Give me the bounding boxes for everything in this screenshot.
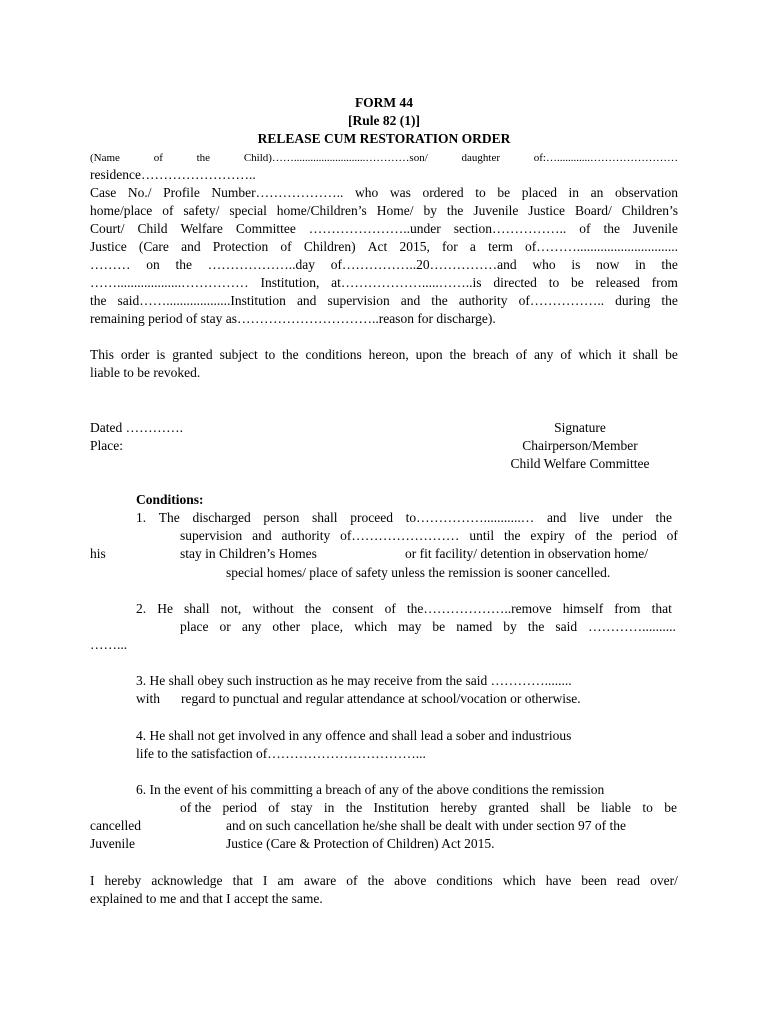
word: home/place	[90, 203, 153, 218]
word: have	[545, 873, 572, 888]
grant-line-2: liable to be revoked.	[90, 365, 201, 380]
word: (Care	[138, 239, 169, 254]
word: of……………………	[340, 528, 460, 543]
word: Children’s	[621, 203, 678, 218]
word: of the	[180, 800, 212, 815]
word: the	[431, 293, 448, 308]
word: the	[446, 203, 464, 218]
word: Act	[367, 239, 388, 254]
word: This	[90, 347, 115, 362]
word: and	[181, 239, 201, 254]
condition-4-line-1: 4. He shall not get involved in any offence and shall lead a sober and industrious	[136, 728, 572, 743]
condition-2-line-2	[180, 618, 676, 636]
word: ordered	[422, 185, 464, 200]
word: shall	[184, 601, 210, 616]
form-number: FORM 44	[354, 95, 414, 110]
word: placed	[521, 185, 557, 200]
word: is	[571, 257, 581, 272]
word: the	[661, 293, 678, 308]
word: the	[603, 221, 620, 236]
condition-1-line-1	[136, 509, 672, 527]
word: ………	[90, 257, 131, 272]
word: during	[615, 293, 651, 308]
intro-line-7	[90, 256, 678, 274]
condition-1-his: his	[90, 546, 106, 561]
word: the	[282, 347, 299, 362]
word: discharged	[192, 510, 251, 525]
condition-2-line-1	[136, 600, 672, 618]
word: No./	[127, 185, 152, 200]
word: Juvenile	[632, 221, 678, 236]
word: the	[175, 257, 192, 272]
conditions-heading: Conditions:	[136, 492, 204, 507]
word: He	[157, 601, 173, 616]
word: of……………..20……………and	[330, 257, 517, 272]
word: authority	[458, 293, 508, 308]
word: a	[469, 239, 476, 254]
word: and	[400, 293, 421, 308]
word: any	[241, 619, 262, 634]
word: Juvenile	[473, 203, 519, 218]
word: said	[555, 619, 578, 634]
word: in	[568, 185, 580, 200]
word: shall	[540, 800, 566, 815]
word: aware	[303, 873, 337, 888]
word: Court/	[90, 221, 125, 236]
word: of	[560, 347, 572, 362]
condition-3-line-1: 3. He shall obey such instruction as he may receive from the said …………........	[136, 673, 572, 688]
condition-3-with: with	[136, 691, 161, 706]
condition-6-line-3: and on such cancellation he/she shall be dealt with under section 97 of the	[226, 818, 627, 833]
word: Child)……..........................…………son/	[243, 152, 428, 164]
word: I	[90, 873, 95, 888]
word: other	[272, 619, 301, 634]
word: of	[153, 152, 163, 164]
condition-6-line-2	[180, 799, 677, 817]
word: Child	[137, 221, 168, 236]
word: Number………………..	[211, 185, 344, 200]
word: the	[367, 873, 385, 888]
word: from	[614, 601, 641, 616]
word: of	[280, 239, 292, 254]
word: may	[398, 619, 422, 634]
word: of:…............……………………	[533, 152, 678, 164]
word: Profile	[163, 185, 200, 200]
word: granted	[488, 800, 529, 815]
intro-line-9	[90, 292, 678, 310]
word: home/Children’s	[276, 203, 367, 218]
word: who	[532, 257, 556, 272]
word: shall	[312, 510, 338, 525]
word: any	[533, 347, 554, 362]
word: that	[232, 873, 253, 888]
intro-line-10: remaining period of stay as…………………………..reason for discharge).	[90, 311, 496, 326]
word: of	[574, 528, 586, 543]
condition-6-cancelled: cancelled	[90, 818, 141, 833]
word: person	[263, 510, 300, 525]
signature-label: Signature	[554, 420, 606, 435]
word: expiry	[530, 528, 565, 543]
word: of	[346, 873, 358, 888]
word: the	[304, 601, 322, 616]
word: of	[579, 221, 591, 236]
word: to	[642, 800, 653, 815]
word: not,	[220, 601, 242, 616]
word: of	[515, 347, 528, 362]
word: conditions	[305, 347, 362, 362]
word: Children)	[303, 239, 356, 254]
condition-1-line-3b: or fit facility/ detention in observation home/	[405, 546, 648, 561]
intro-line-4	[90, 202, 678, 220]
word: special	[229, 203, 267, 218]
word: of………..............................	[525, 239, 678, 254]
rule-reference: [Rule 82 (1)]	[348, 113, 420, 128]
word: Protection	[212, 239, 269, 254]
condition-4-line-2: life to the satisfaction of……………………………...	[136, 746, 426, 761]
word: safety/	[183, 203, 220, 218]
word: I	[262, 873, 268, 888]
word: acknowledge	[151, 873, 223, 888]
word: breach	[472, 347, 509, 362]
word: the	[449, 347, 467, 362]
word: upon	[415, 347, 443, 362]
word: read	[616, 873, 641, 888]
word: was	[389, 185, 411, 200]
word: under	[612, 510, 643, 525]
word: section……………..	[453, 221, 567, 236]
word: the	[196, 152, 211, 164]
word: Justice	[90, 239, 127, 254]
word: that	[651, 601, 672, 616]
word: in	[635, 257, 646, 272]
word: above	[394, 873, 427, 888]
word: 2015,	[399, 239, 430, 254]
word: authority	[281, 528, 331, 543]
word: an	[590, 185, 604, 200]
word: period	[222, 800, 257, 815]
word: himself	[562, 601, 604, 616]
word: be	[497, 185, 511, 200]
place-field: Place:	[90, 438, 123, 453]
word: stay	[290, 800, 313, 815]
word: Institution,	[260, 275, 320, 290]
word: which	[502, 873, 536, 888]
word: Welfare	[180, 221, 223, 236]
word: it	[618, 347, 626, 362]
word: without	[252, 601, 294, 616]
word: is	[156, 347, 166, 362]
chairperson-label: Chairperson/Member	[522, 438, 638, 453]
word: 2.	[136, 601, 147, 616]
word: the	[90, 293, 107, 308]
word: supervision	[327, 293, 390, 308]
word: named	[456, 619, 493, 634]
child-name-line	[90, 149, 678, 167]
word: place,	[311, 619, 344, 634]
word: period	[622, 528, 657, 543]
word: on	[146, 257, 160, 272]
condition-3-line-2: regard to punctual and regular attendance at school/vocation or otherwise.	[181, 691, 581, 706]
word: granted	[172, 347, 213, 362]
condition-6-juvenile: Juvenile	[90, 836, 135, 851]
word: to	[548, 275, 560, 290]
word: by	[503, 619, 517, 634]
word: released	[595, 275, 640, 290]
word: supervision	[180, 528, 243, 543]
word: at……………….....……..is	[331, 275, 482, 290]
word: been	[581, 873, 607, 888]
dated-field: Dated ………….	[90, 420, 183, 435]
word: and	[296, 293, 317, 308]
intro-line-6	[90, 238, 678, 256]
condition-1-line-3a: stay in Children’s Homes	[180, 546, 317, 561]
condition-6-line-1: 6. In the event of his committing a breach of any of the above conditions the remission	[136, 782, 605, 797]
word: from	[651, 275, 678, 290]
word: daughter	[461, 152, 500, 164]
word: Institution	[373, 800, 430, 815]
word: over/	[650, 873, 678, 888]
word: of	[666, 528, 678, 543]
word: hereon,	[368, 347, 409, 362]
word: or	[219, 619, 231, 634]
word: to	[475, 185, 486, 200]
word: liable	[601, 800, 632, 815]
word: and	[252, 528, 272, 543]
word: am	[277, 873, 294, 888]
word: be	[665, 347, 678, 362]
word: to	[264, 347, 276, 362]
word: the	[503, 528, 521, 543]
word: be	[571, 275, 584, 290]
word: Justice	[528, 203, 566, 218]
word: who	[355, 185, 379, 200]
acknowledgement-line-2: explained to me and that I accept the same.	[90, 891, 323, 906]
word: The	[158, 510, 180, 525]
word: until	[469, 528, 495, 543]
condition-2-line-3: ……...	[90, 637, 128, 652]
word: which	[354, 619, 388, 634]
word: Case	[90, 185, 117, 200]
word: (Name	[90, 152, 120, 164]
committee-label: Child Welfare Committee	[510, 456, 650, 471]
word: of	[268, 800, 280, 815]
word: said……...................Institution	[117, 293, 286, 308]
grant-line-1	[90, 346, 678, 364]
word: hereby	[104, 873, 142, 888]
word: consent	[332, 601, 374, 616]
word: the	[655, 510, 672, 525]
case-number-line	[90, 184, 678, 202]
word: …………..........	[588, 619, 676, 634]
word: which	[578, 347, 612, 362]
condition-1-line-4: special homes/ place of safety unless the remission is sooner cancelled.	[226, 565, 611, 580]
word: Committee	[235, 221, 296, 236]
word: live	[579, 510, 600, 525]
word: term	[488, 239, 513, 254]
condition-6-line-4: Justice (Care & Protection of Children) Act 2015.	[226, 836, 495, 851]
word: now	[596, 257, 620, 272]
word: …………………..under	[308, 221, 441, 236]
residence-line: residence……………………..	[90, 167, 256, 182]
word: order	[120, 347, 150, 362]
intro-line-5	[90, 220, 678, 238]
word: be	[577, 800, 590, 815]
word: ………………..day	[207, 257, 315, 272]
word: in	[323, 800, 335, 815]
word: the	[595, 528, 613, 543]
word: of	[384, 601, 396, 616]
word: directed	[493, 275, 537, 290]
word: ……...................……………	[90, 275, 249, 290]
word: by	[423, 203, 437, 218]
word: proceed	[350, 510, 393, 525]
word: the………………..remove	[406, 601, 552, 616]
word: subject	[219, 347, 258, 362]
word: and	[546, 510, 567, 525]
word: be	[664, 800, 677, 815]
word: of	[162, 203, 174, 218]
word: Board/	[575, 203, 612, 218]
word: conditions	[436, 873, 493, 888]
word: of……………..	[518, 293, 605, 308]
word: the	[527, 619, 545, 634]
word: hereby	[440, 800, 478, 815]
word: to……………...........…	[405, 510, 535, 525]
word: Home/	[376, 203, 414, 218]
word: for	[441, 239, 458, 254]
acknowledgement-line-1	[90, 872, 678, 890]
word: the	[345, 800, 363, 815]
intro-line-8	[90, 274, 678, 292]
word: be	[432, 619, 446, 634]
word: observation	[615, 185, 678, 200]
word: 1.	[136, 510, 147, 525]
word: the	[661, 257, 678, 272]
word: shall	[632, 347, 659, 362]
condition-1-line-2	[180, 527, 678, 545]
word: place	[180, 619, 209, 634]
form-title: RELEASE CUM RESTORATION ORDER	[257, 131, 511, 146]
